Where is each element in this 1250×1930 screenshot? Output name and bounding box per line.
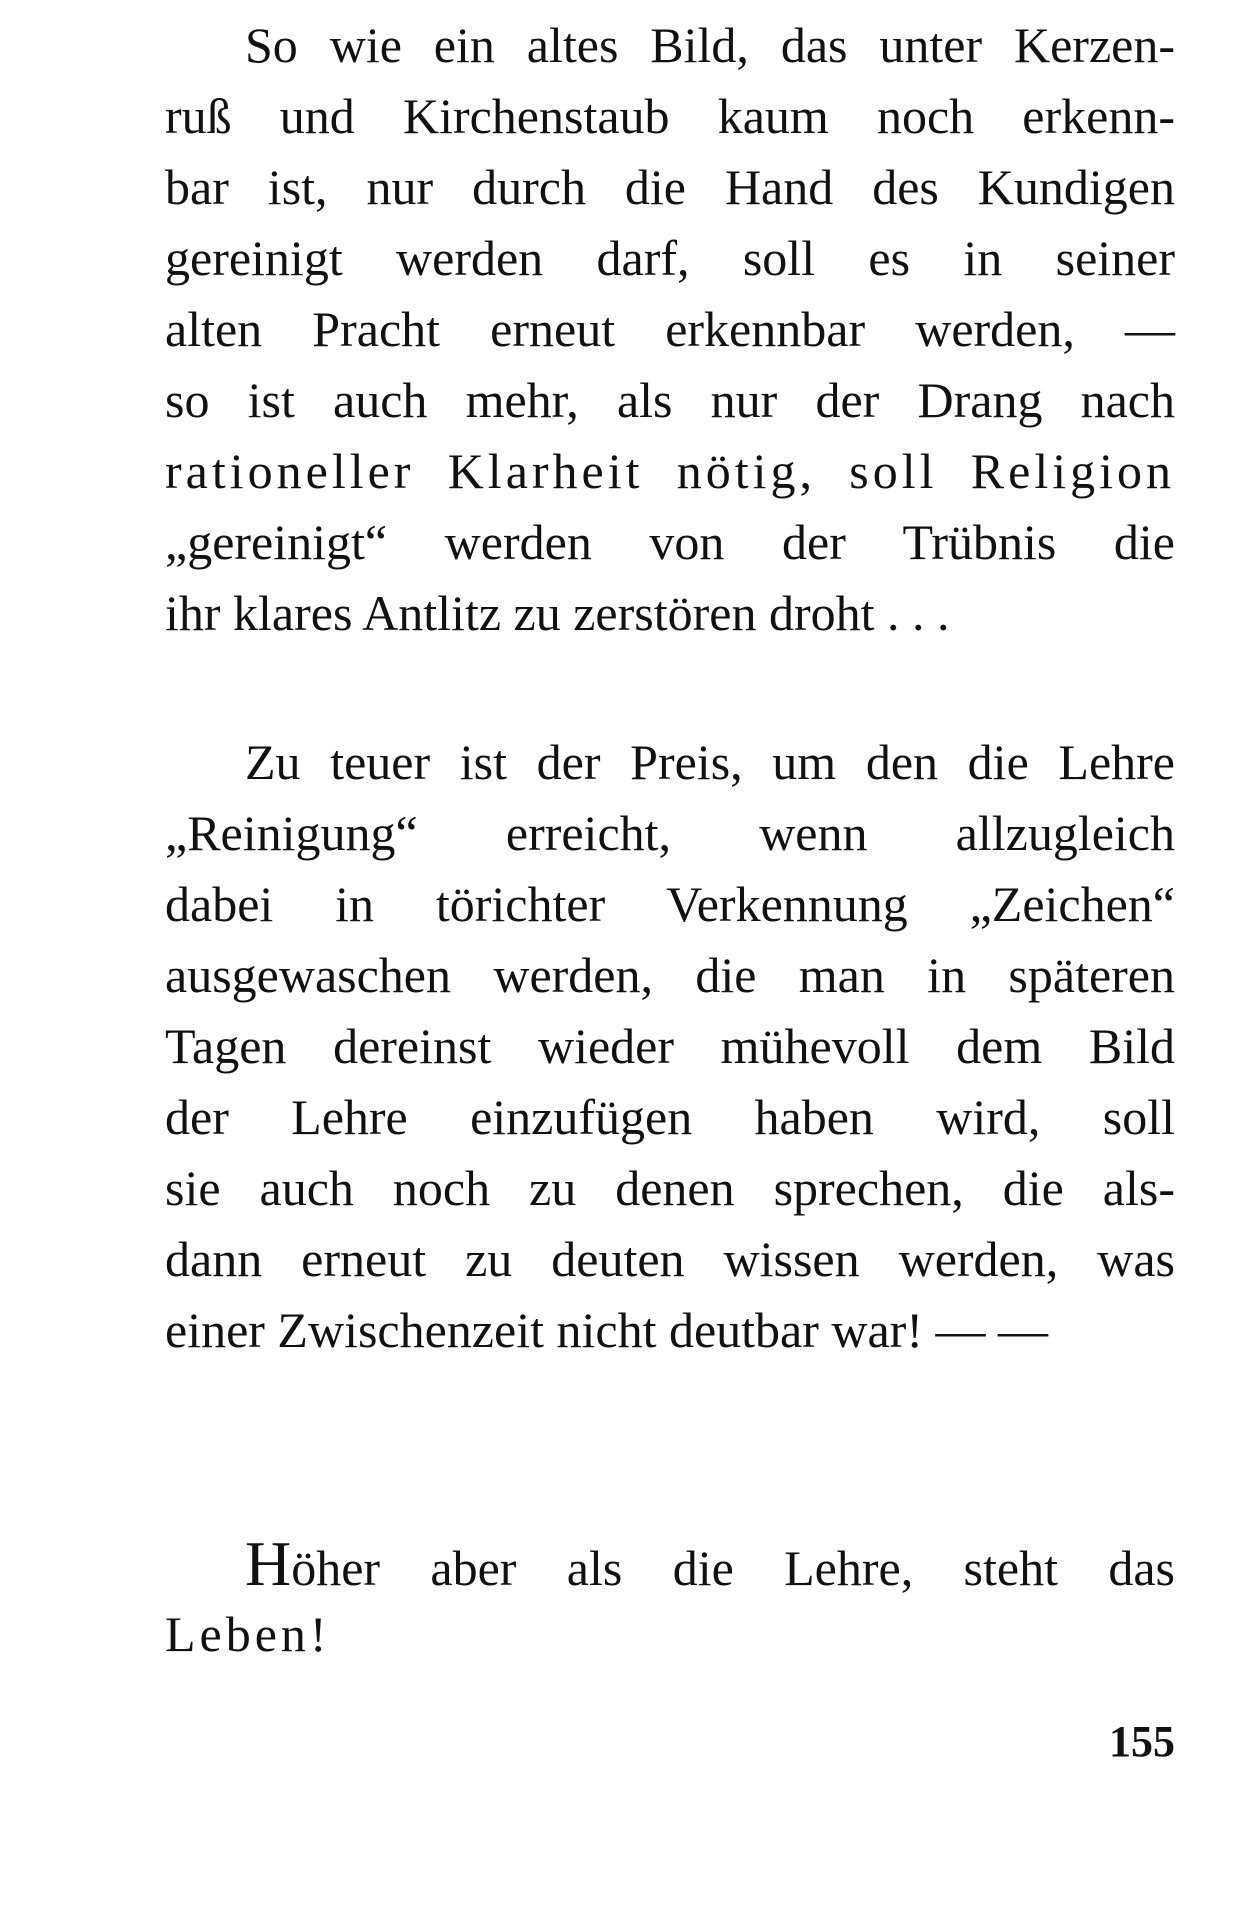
text-line <box>165 1528 1175 1599</box>
text-line: ruß und Kirchenstaub kaum noch erkenn- <box>165 88 1175 144</box>
text-line: dann erneut zu deuten wissen werden, was <box>165 1231 1175 1287</box>
text-line: bar ist, nur durch die Hand des Kundigen <box>165 159 1175 215</box>
text-line: der Lehre einzufügen haben wird, soll <box>165 1089 1175 1145</box>
paragraph-2 <box>165 727 1175 1366</box>
text-line: Zu teuer ist der Preis, um den die Lehre <box>245 734 1175 790</box>
text-line: alten Pracht erneut erkennbar werden, — <box>165 301 1175 357</box>
text-line: Leben! <box>165 1606 331 1662</box>
text-line: dabei in törichter Verkennung „Zeichen“ <box>165 876 1175 932</box>
paragraph-3 <box>165 1528 1175 1670</box>
text-line: So wie ein altes Bild, das unter Kerzen- <box>245 17 1175 73</box>
paragraph-1 <box>165 10 1175 649</box>
text-line: so ist auch mehr, als nur der Drang nach <box>165 372 1175 428</box>
text-line: sie auch noch zu denen sprechen, die als- <box>165 1160 1175 1216</box>
text-line: rationeller Klarheit nötig, soll Religion <box>165 443 1175 499</box>
text-line: „gereinigt“ werden von der Trübnis die <box>165 514 1175 570</box>
text-line: ausgewaschen werden, die man in späteren <box>165 947 1175 1003</box>
text-line: ihr klares Antlitz zu zerstören droht . . . <box>165 585 950 641</box>
text-line: „Reinigung“ erreicht, wenn allzugleich <box>165 805 1175 861</box>
text-line: gereinigt werden darf, soll es in seiner <box>165 230 1175 286</box>
text-line: Tagen dereinst wieder mühevoll dem Bild <box>165 1018 1175 1074</box>
initial-letter: H <box>245 1528 292 1599</box>
page-number: 155 <box>1109 1717 1175 1766</box>
text-line: einer Zwischenzeit nicht deutbar war! — — <box>165 1302 1048 1358</box>
text-line-rest: öher aber als die Lehre, steht das <box>291 1540 1175 1596</box>
